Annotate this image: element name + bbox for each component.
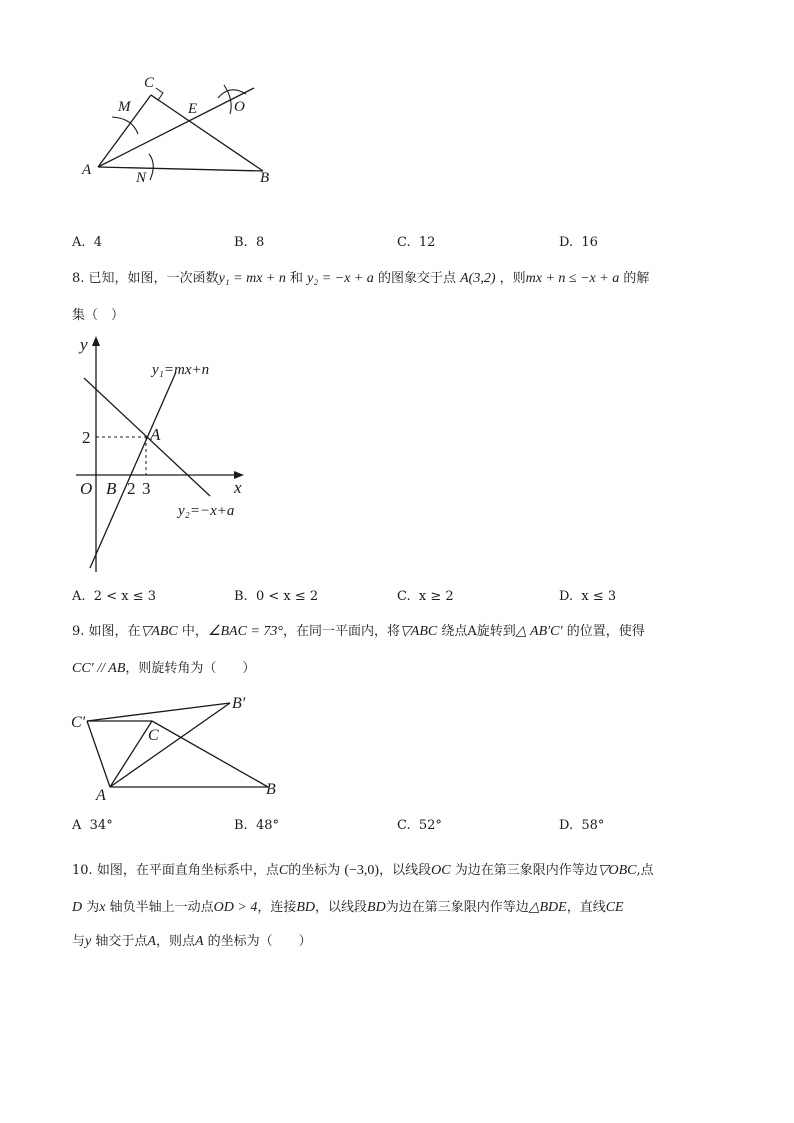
q9-question-line-1: 9. 如图，在▽ABC 中，∠BAC = 73°，在同一平面内，将▽ABC 绕点A旋转到△ AB′C′ 的位置，使得 (72, 624, 645, 639)
q7-triangle-figure (78, 70, 288, 190)
q10-coord: (−3,0) (344, 863, 380, 878)
q8-option-c[interactable]: C. x ≥ 2 (397, 589, 454, 604)
y-axis-arrow (92, 336, 100, 346)
label-c: C (148, 727, 159, 744)
label-n: N (136, 170, 147, 186)
q9-option-c[interactable]: C. 52° (397, 818, 442, 833)
label-line-y2: y₂=−x+a (178, 503, 235, 519)
q9-angle: ∠BAC = 73° (207, 624, 283, 639)
q9-parallel: CC′ // AB (72, 661, 126, 676)
q9-question-line-2: CC′ // AB，则旋转角为（ ） (72, 661, 256, 676)
label-origin: O (80, 479, 93, 498)
q8-graph-figure (72, 332, 262, 576)
q7-option-b[interactable]: B. 8 (234, 235, 265, 250)
label-tick-3: 3 (142, 479, 151, 498)
label-b: B (266, 781, 276, 798)
q8-option-d[interactable]: D. x ≤ 3 (559, 589, 617, 604)
q8-y1-expr: y₁ = mx + n (218, 271, 286, 286)
line-y1 (90, 372, 176, 568)
label-o: O (234, 99, 245, 115)
q9-option-d[interactable]: D. 58° (559, 818, 605, 833)
q9-option-b[interactable]: B. 48° (234, 818, 279, 833)
label-e: E (188, 101, 198, 117)
q9-rotation-figure (68, 692, 288, 804)
segment-ac-prime (87, 721, 110, 787)
q8-y2-expr: y₂ = −x + a (307, 271, 374, 286)
label-m: M (118, 99, 131, 115)
arc-o-2 (224, 85, 231, 114)
q8-inequality: mx + n ≤ −x + a (525, 271, 620, 286)
arc-m (112, 117, 138, 134)
label-b: B (260, 170, 270, 186)
arc-n (149, 154, 153, 180)
label-point-b: B (106, 479, 117, 498)
q7-option-d[interactable]: D. 16 (559, 235, 598, 250)
segment-ab (98, 167, 263, 171)
q8-point-a: A(3,2) (460, 271, 496, 286)
q7-option-c[interactable]: C. 12 (397, 235, 436, 250)
q9-number: 9. (72, 624, 85, 639)
label-c: C (144, 75, 155, 91)
segment-cb (152, 721, 268, 787)
label-y-axis: y (80, 335, 88, 354)
label-x-axis: x (234, 478, 242, 497)
q10-question-line-1: 10. 如图，在平面直角坐标系中，点C的坐标为 (−3,0)，以线段OC 为边在第三象限内作等边▽OBC,点 (72, 863, 654, 878)
label-point-a: A (150, 425, 161, 444)
q9-option-a[interactable]: A 34° (72, 818, 113, 833)
label-a: A (96, 787, 106, 804)
q8-number: 8. (72, 271, 85, 286)
q10-question-line-2: D 为x 轴负半轴上一动点OD > 4，连接BD，以线段BD为边在第三象限内作等边△BDE，直线CE (72, 900, 624, 915)
label-tick-2: 2 (127, 479, 136, 498)
label-c-prime: C′ (71, 714, 86, 731)
q10-number: 10. (72, 863, 93, 878)
label-a: A (82, 162, 92, 178)
q7-option-a[interactable]: A. 4 (72, 235, 103, 250)
segment-cb (151, 95, 263, 171)
label-b-prime: B′ (232, 695, 246, 712)
label-two-y: 2 (82, 428, 91, 447)
q8-question-line-2: 集（ ） (72, 308, 125, 323)
q10-question-line-3: 与y 轴交于点A，则点A 的坐标为（ ） (72, 934, 312, 949)
segment-ac (110, 721, 152, 787)
label-line-y1: y₁=mx+n (152, 362, 210, 378)
q8-question-line-1: 8. 已知，如图，一次函数y₁ = mx + n 和 y₂ = −x + a 的图象交于点 A(3,2) ，则mx + n ≤ −x + a 的解 (72, 271, 650, 286)
q8-option-b[interactable]: B. 0 < x ≤ 2 (234, 589, 319, 604)
q8-option-a[interactable]: A. 2 < x ≤ 3 (72, 589, 156, 604)
